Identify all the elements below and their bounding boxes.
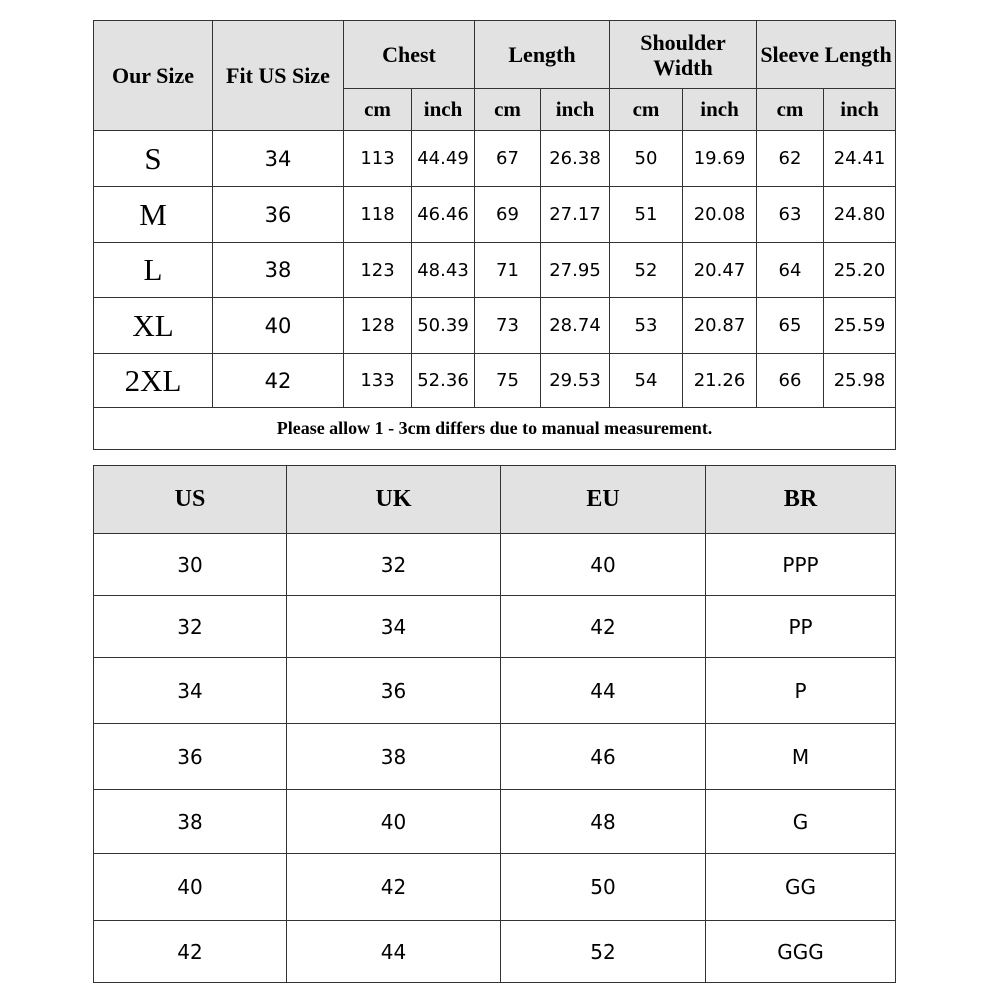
us-size-cell: 42 [94,921,287,983]
chest-cm-cell: 123 [344,243,412,298]
header-chest-cm: cm [344,89,412,131]
shoulder-inch-cell: 20.47 [683,243,757,298]
eu-size-cell: 44 [501,658,706,724]
us-size-cell: 30 [94,534,287,596]
shoulder-cm-cell: 54 [610,354,683,408]
our-size-cell: S [94,131,213,187]
conversion-row [94,596,896,658]
uk-size-cell: 32 [287,534,501,596]
conversion-row [94,658,896,724]
sleeve-inch-cell: 25.59 [824,298,896,354]
chest-inch-cell: 46.46 [412,187,475,243]
length-inch-cell: 27.17 [541,187,610,243]
header-br: BR [706,466,896,534]
sleeve-cm-cell: 65 [757,298,824,354]
sleeve-cm-cell: 64 [757,243,824,298]
chest-inch-cell: 50.39 [412,298,475,354]
header-chest: Chest [344,21,475,89]
length-cm-cell: 67 [475,131,541,187]
fit-us-size-cell: 42 [213,354,344,408]
br-size-cell: GG [706,854,896,921]
header-eu: EU [501,466,706,534]
length-inch-cell: 27.95 [541,243,610,298]
sleeve-cm-cell: 66 [757,354,824,408]
header-sleeve-inch: inch [824,89,896,131]
header-shoulder-cm: cm [610,89,683,131]
header-fit-us-size: Fit US Size [213,21,344,131]
header-length: Length [475,21,610,89]
length-inch-cell: 26.38 [541,131,610,187]
shoulder-cm-cell: 52 [610,243,683,298]
header-us: US [94,466,287,534]
eu-size-cell: 50 [501,854,706,921]
eu-size-cell: 46 [501,724,706,790]
size-conversion-table [93,465,896,983]
us-size-cell: 36 [94,724,287,790]
uk-size-cell: 44 [287,921,501,983]
size-row-s [94,131,896,187]
size-row-2xl [94,354,896,408]
chest-cm-cell: 133 [344,354,412,408]
length-cm-cell: 75 [475,354,541,408]
length-cm-cell: 71 [475,243,541,298]
us-size-cell: 34 [94,658,287,724]
header-sleeve-length: Sleeve Length [757,21,896,89]
shoulder-cm-cell: 50 [610,131,683,187]
chest-cm-cell: 113 [344,131,412,187]
conversion-row [94,724,896,790]
header-length-inch: inch [541,89,610,131]
shoulder-cm-cell: 51 [610,187,683,243]
chest-inch-cell: 52.36 [412,354,475,408]
conversion-row [94,534,896,596]
shoulder-inch-cell: 20.87 [683,298,757,354]
chest-cm-cell: 128 [344,298,412,354]
measurement-note: Please allow 1 - 3cm differs due to manual measurement. [94,408,896,450]
eu-size-cell: 40 [501,534,706,596]
header-sleeve-cm: cm [757,89,824,131]
br-size-cell: P [706,658,896,724]
conversion-row [94,854,896,921]
header-our-size: Our Size [94,21,213,131]
shoulder-inch-cell: 19.69 [683,131,757,187]
uk-size-cell: 40 [287,790,501,854]
shoulder-inch-cell: 20.08 [683,187,757,243]
us-size-cell: 38 [94,790,287,854]
uk-size-cell: 36 [287,658,501,724]
header-shoulder-inch: inch [683,89,757,131]
chest-cm-cell: 118 [344,187,412,243]
sleeve-inch-cell: 25.98 [824,354,896,408]
fit-us-size-cell: 38 [213,243,344,298]
chest-inch-cell: 48.43 [412,243,475,298]
br-size-cell: PP [706,596,896,658]
our-size-cell: XL [94,298,213,354]
length-cm-cell: 69 [475,187,541,243]
shoulder-inch-cell: 21.26 [683,354,757,408]
length-inch-cell: 29.53 [541,354,610,408]
sleeve-inch-cell: 24.80 [824,187,896,243]
header-length-cm: cm [475,89,541,131]
header-uk: UK [287,466,501,534]
header-chest-inch: inch [412,89,475,131]
uk-size-cell: 38 [287,724,501,790]
br-size-cell: G [706,790,896,854]
br-size-cell: GGG [706,921,896,983]
sleeve-cm-cell: 62 [757,131,824,187]
eu-size-cell: 48 [501,790,706,854]
fit-us-size-cell: 34 [213,131,344,187]
fit-us-size-cell: 40 [213,298,344,354]
our-size-cell: L [94,243,213,298]
size-chart-table [93,20,896,450]
conversion-row [94,921,896,983]
sleeve-inch-cell: 25.20 [824,243,896,298]
br-size-cell: PPP [706,534,896,596]
chest-inch-cell: 44.49 [412,131,475,187]
br-size-cell: M [706,724,896,790]
our-size-cell: M [94,187,213,243]
shoulder-cm-cell: 53 [610,298,683,354]
length-inch-cell: 28.74 [541,298,610,354]
size-row-xl [94,298,896,354]
us-size-cell: 32 [94,596,287,658]
us-size-cell: 40 [94,854,287,921]
length-cm-cell: 73 [475,298,541,354]
fit-us-size-cell: 36 [213,187,344,243]
size-row-m [94,187,896,243]
size-row-l [94,243,896,298]
uk-size-cell: 34 [287,596,501,658]
sleeve-cm-cell: 63 [757,187,824,243]
eu-size-cell: 42 [501,596,706,658]
our-size-cell: 2XL [94,354,213,408]
eu-size-cell: 52 [501,921,706,983]
header-shoulder-width: Shoulder Width [610,21,757,89]
conversion-row [94,790,896,854]
sleeve-inch-cell: 24.41 [824,131,896,187]
uk-size-cell: 42 [287,854,501,921]
